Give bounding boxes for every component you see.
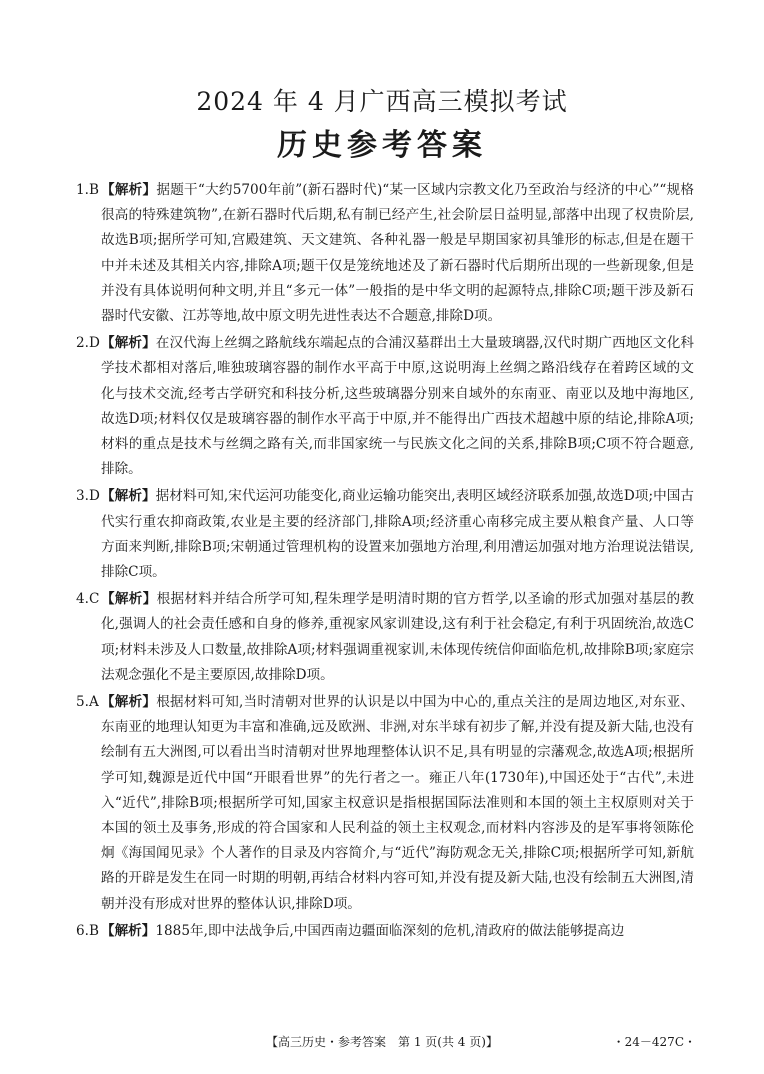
answer-number: 6.B [76, 922, 99, 939]
answer-text: 在汉代海上丝绸之路航线东端起点的合浦汉墓群出土大量玻璃器,汉代时期广西地区文化科学技术都相对落后,唯独玻璃容器的制作水平高于中原,这说明海上丝绸之路沿线存在着跨区域的文化与技术交流,经考古学研究和科技分析,这些玻璃器分别来自域外的东南亚、南亚以及地中海地区,故选D项;材料仅仅是玻璃容器的制作水平高于中原,并不能得出广西技术超越中原的结论,排除A项;材料的重点是技术与丝绸之路有关,而非国家统一与民族文化之间的关系,排除B项;C项不符合题意,排除。 [101, 335, 694, 478]
answer-item [76, 919, 694, 944]
answer-text: 根据材料可知,当时清朝对世界的认识是以中国为中心的,重点关注的是周边地区,对东亚、东南亚的地理认知更为丰富和准确,远及欧洲、非洲,对东半球有初步了解,并没有提及新大陆,也没有绘制有五大洲图,可以看出当时清朝对世界地理整体认识不足,具有明显的宗藩观念,故选A项;根据所学可知,魏源是近代中国“开眼看世界”的先行者之一。雍正八年(1730年),中国还处于“古代”,未进入“近代”,排除B项;根据所学可知,国家主权意识是指根据国际法准则和本国的领土主权原则对关于本国的领土及事务,形成的符合国家和人民利益的领土主权观念,而材料内容涉及的是军事将领陈伦炯《海国闻见录》个人著作的目录及内容简介,与“近代”海防观念无关,排除C项;根据所学可知,新航路的开辟是发生在同一时期的明朝,再结合材料内容可知,并没有提及新大陆,也没有绘制五大洲图,清朝并没有形成对世界的整体认识,排除D项。 [101, 694, 694, 912]
answer-number: 3.D [76, 488, 100, 505]
analysis-label: 【解析】 [101, 182, 157, 198]
document-subtitle: 历史参考答案 [277, 128, 487, 163]
analysis-label: 【解析】 [101, 488, 156, 505]
answer-number: 5.A [76, 694, 99, 711]
answer-number: 2.D [76, 335, 100, 352]
answer-number: 4.C [76, 591, 100, 608]
analysis-label: 【解析】 [101, 694, 157, 711]
answer-item [76, 178, 694, 329]
answer-text: 1885年,即中法战争后,中国西南边疆面临深刻的危机,清政府的做法能够提高边 [155, 922, 625, 939]
answer-item [76, 690, 694, 917]
footer-code: ・24－427C・ [612, 1035, 696, 1049]
answer-item [76, 331, 694, 482]
answer-list [76, 178, 694, 946]
analysis-label: 【解析】 [101, 591, 157, 608]
answer-item [76, 587, 694, 688]
answer-text: 据材料可知,宋代运河功能变化,商业运输功能突出,表明区域经济联系加强,故选D项;中国古代实行重农抑商政策,农业是主要的经济部门,排除A项;经济重心南移完成主要从粮食产量、人口等方面来判断,排除B项;宋朝通过管理机构的设置来加强地方治理,利用漕运加强对地方治理说法错误,排除C项。 [101, 488, 695, 581]
answer-text: 据题干“大约5700年前”(新石器时代)“某一区域内宗教文化乃至政治与经济的中心”“规格很高的特殊建筑物”,在新石器时代后期,私有制已经产生,社会阶层日益明显,部落中出现了权贵阶层,故选B项;据所学可知,宫殿建筑、天文建筑、各种礼器一般是早期国家初具雏形的标志,但是在题干中并未述及其相关内容,排除A项;题干仅是笼统地述及了新石器时代后期所出现的一些新现象,但是并没有具体说明何种文明,并且“多元一体”一般指的是中华文明的起源特点,排除C项;题干涉及新石器时代安徽、江苏等地,故中原文明先进性表达不合题意,排除D项。 [101, 182, 694, 325]
footer-page-info: 【高三历史・参考答案 第 1 页(共 4 页)】 [266, 1035, 498, 1049]
exam-title: 2024 年 4 月广西高三模拟考试 [196, 87, 568, 116]
answer-item [76, 484, 694, 585]
analysis-label: 【解析】 [101, 335, 156, 352]
answer-number: 1.B [76, 182, 99, 198]
answer-text: 根据材料并结合所学可知,程朱理学是明清时期的官方哲学,以圣谕的形式加强对基层的教化,强调人的社会责任感和自身的修养,重视家风家训建设,这有利于社会稳定,有利于巩固统治,故选C项;材料未涉及人口数量,故排除A项;材料强调重视家训,未体现传统信仰面临危机,故排除B项;家庭宗法观念强化不是主要原因,故排除D项。 [101, 591, 695, 683]
analysis-label: 【解析】 [101, 922, 156, 939]
